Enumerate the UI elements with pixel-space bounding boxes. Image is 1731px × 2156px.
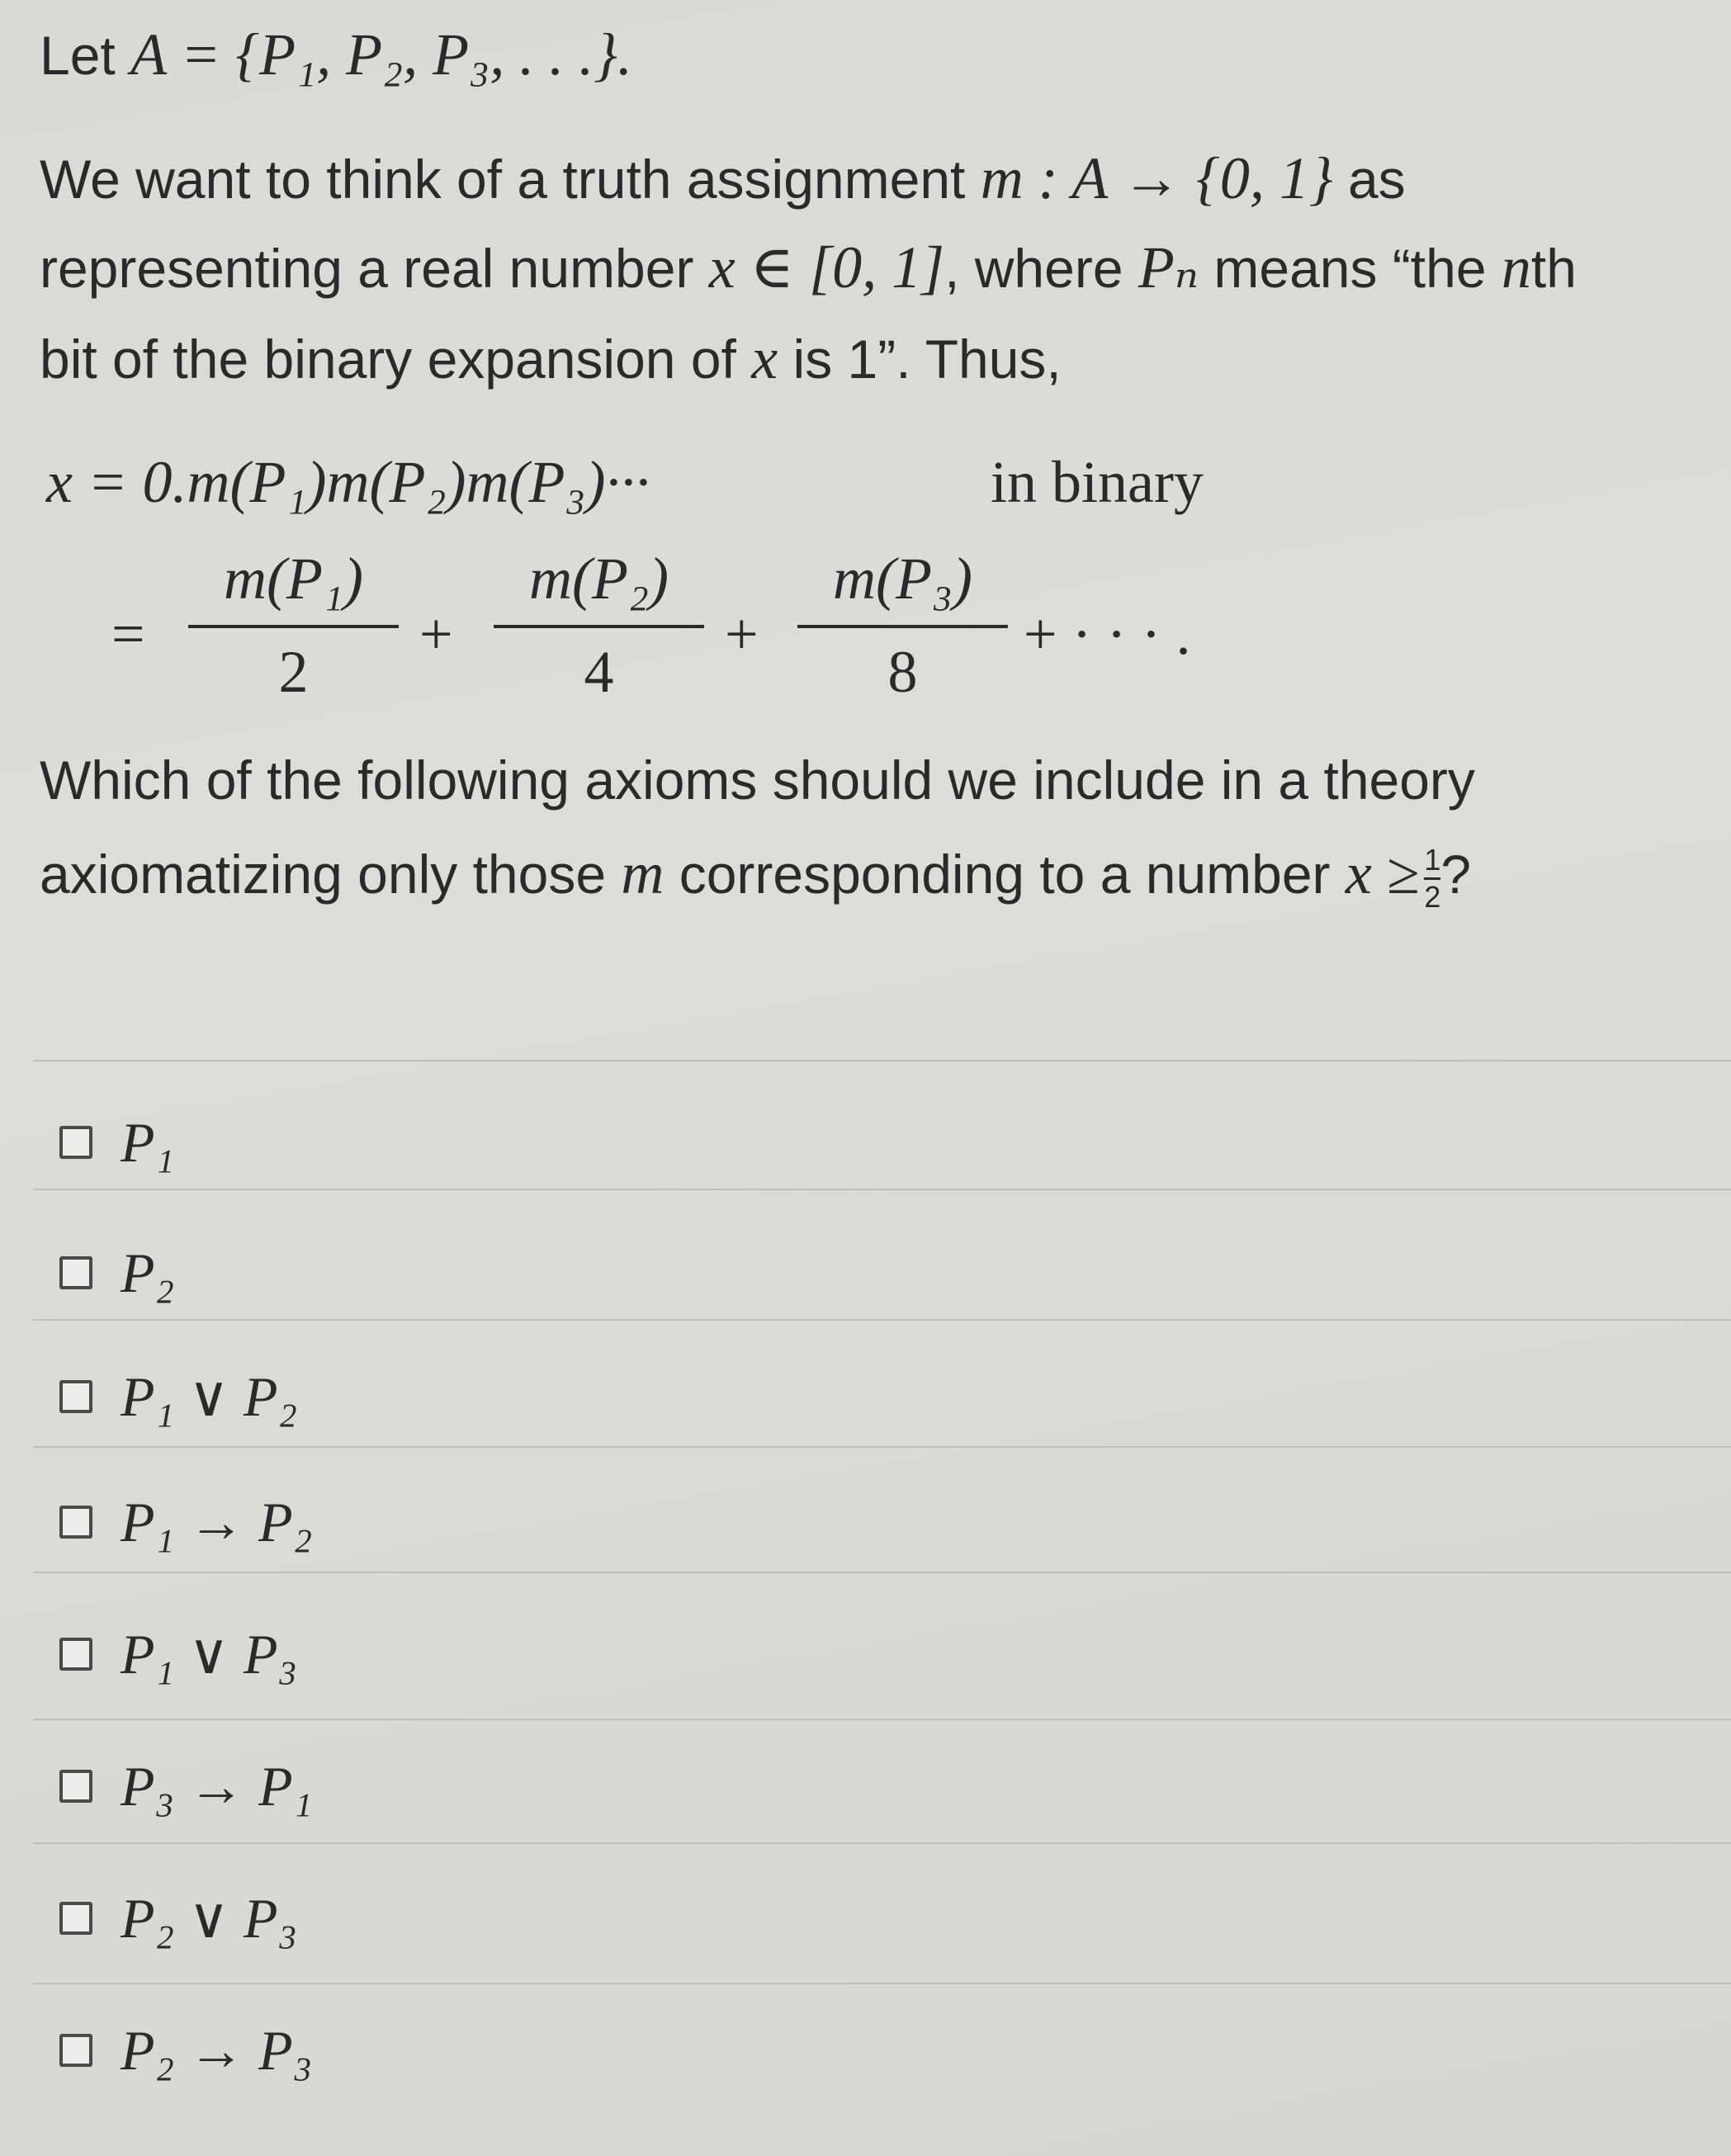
option-divider (33, 1842, 1731, 1844)
text: th (1530, 238, 1577, 299)
math-mapping: m : A → {0, 1} (980, 145, 1333, 211)
question-line-1 (40, 749, 1475, 811)
option-checkbox[interactable] (59, 1770, 92, 1803)
fraction-2 (494, 545, 704, 707)
option-label: P₁ (121, 1111, 175, 1174)
option-checkbox[interactable] (59, 1256, 92, 1289)
option-checkbox[interactable] (59, 1126, 92, 1159)
equation-row-1 (46, 449, 650, 515)
text: means “the (1199, 238, 1502, 299)
option-checkbox[interactable] (59, 1902, 92, 1935)
text: as (1332, 149, 1406, 210)
ellipsis-tail: + · · · . (1024, 601, 1191, 667)
fraction-1-numerator: m(P₁) (224, 546, 363, 612)
fraction-1-denominator: 2 (278, 639, 309, 705)
half-denominator: 2 (1424, 880, 1441, 915)
option-divider (33, 1719, 1731, 1720)
half-numerator: 1 (1424, 843, 1441, 877)
math-n: n (1501, 234, 1531, 300)
equals-sign: = (111, 601, 145, 667)
text: axiomatizing only those (40, 844, 622, 905)
set-definition: A = {P₁, P₂, P₃, . . .}. (130, 21, 632, 87)
plus-sign: + (725, 601, 759, 667)
option-row[interactable] (59, 1755, 313, 1818)
paragraph-line-2 (40, 234, 1577, 300)
in-binary-text: in binary (991, 449, 1204, 515)
equation-equals (111, 601, 145, 667)
option-row[interactable] (59, 2019, 313, 2082)
math-interval: x ∈ [0, 1] (708, 234, 945, 300)
math-pn: Pₙ (1137, 234, 1199, 300)
option-row[interactable] (59, 1241, 175, 1304)
option-divider (33, 1446, 1731, 1448)
question-text: Which of the following axioms should we include in a theory (40, 749, 1475, 811)
paragraph-line-3 (40, 325, 1062, 391)
fraction-2-numerator: m(P₂) (529, 546, 669, 612)
option-label: P₂ (121, 1241, 175, 1304)
option-divider (33, 1189, 1731, 1190)
fraction-2-denominator: 4 (584, 639, 614, 705)
option-checkbox[interactable] (59, 1380, 92, 1413)
option-label: P₁ ∨ P₂ (121, 1365, 298, 1428)
equation-lhs: x = 0.m(P₁)m(P₂)m(P₃)··· (46, 449, 650, 515)
option-label: P₁ ∨ P₃ (121, 1623, 298, 1686)
option-row[interactable] (59, 1365, 298, 1428)
option-row[interactable] (59, 1623, 298, 1686)
options-top-divider (33, 1060, 1731, 1061)
text: bit of the binary expansion of (40, 329, 752, 390)
option-checkbox[interactable] (59, 1638, 92, 1671)
math-x-geq: x ≥ (1345, 840, 1420, 906)
option-divider (33, 1572, 1731, 1573)
text: is 1”. Thus, (778, 329, 1062, 390)
option-label: P₂ ∨ P₃ (121, 1887, 298, 1950)
text: We want to think of a truth assignment (40, 149, 981, 210)
option-row[interactable] (59, 1491, 313, 1553)
fraction-1 (188, 545, 399, 707)
question-mark: ? (1440, 844, 1472, 905)
question-line-2 (40, 840, 1472, 915)
plus-sign: + (419, 601, 453, 667)
option-label: P₂ → P₃ (121, 2019, 313, 2082)
option-checkbox[interactable] (59, 1506, 92, 1539)
option-row[interactable] (59, 1111, 175, 1174)
intro-line (40, 21, 632, 87)
plus-1 (419, 601, 453, 667)
math-x: x (751, 325, 778, 391)
option-row[interactable] (59, 1887, 298, 1950)
fraction-3-denominator: 8 (887, 639, 918, 705)
let-word: Let (40, 25, 116, 86)
option-label: P₁ → P₂ (121, 1491, 313, 1553)
one-half-fraction (1424, 843, 1441, 915)
option-checkbox[interactable] (59, 2034, 92, 2067)
math-m: m (621, 840, 664, 906)
equation-note (991, 449, 1204, 515)
plus-2 (725, 601, 759, 667)
fraction-3-numerator: m(P₃) (833, 546, 972, 612)
text: representing a real number (40, 238, 709, 299)
option-label: P₃ → P₁ (121, 1755, 313, 1818)
text: corresponding to a number (664, 844, 1346, 905)
equation-tail (1024, 601, 1191, 667)
text: , where (944, 238, 1138, 299)
option-divider (33, 1319, 1731, 1321)
fraction-3 (797, 545, 1008, 707)
paragraph-line-1 (40, 145, 1406, 211)
option-divider (33, 1983, 1731, 1984)
